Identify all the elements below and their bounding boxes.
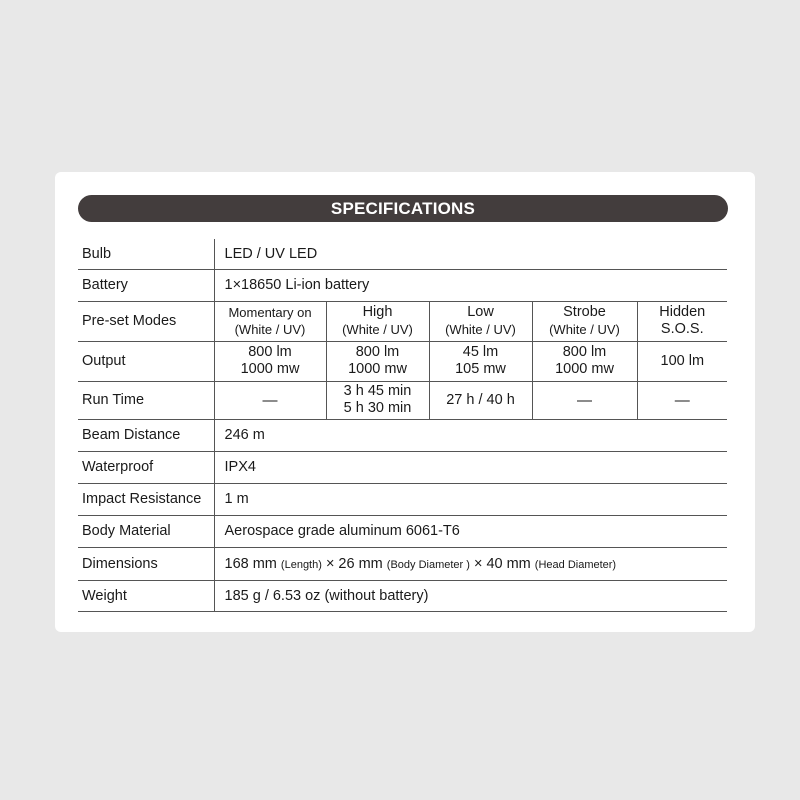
specifications-title: SPECIFICATIONS bbox=[78, 195, 728, 222]
row-value-dimensions bbox=[214, 547, 727, 580]
output-lm: 45 lm bbox=[462, 344, 499, 360]
dim-length-note: (Length) bbox=[280, 558, 322, 571]
row-label: Bulb bbox=[82, 245, 112, 262]
output-mw: 105 mw bbox=[455, 361, 506, 377]
mode-cell bbox=[326, 301, 429, 341]
table-row bbox=[78, 239, 727, 269]
runtime-cell: — bbox=[214, 381, 326, 419]
dim-head-note: (Head Diameter) bbox=[534, 558, 617, 571]
runtime-cell bbox=[326, 381, 429, 419]
row-label: Weight bbox=[78, 580, 214, 611]
output-lm: 100 lm bbox=[660, 352, 705, 369]
table-row bbox=[78, 269, 727, 301]
row-value: LED / UV LED bbox=[214, 239, 727, 269]
table-row bbox=[78, 580, 727, 611]
output-mw: 1000 mw bbox=[240, 361, 300, 377]
mode-sub: (White / UV) bbox=[549, 322, 620, 337]
row-label: Dimensions bbox=[78, 547, 214, 580]
mode-name: Momentary on bbox=[228, 305, 312, 320]
mode-sub: (White / UV) bbox=[234, 322, 306, 337]
row-value: 185 g / 6.53 oz (without battery) bbox=[214, 580, 727, 611]
output-cell bbox=[214, 341, 326, 381]
table-row-output bbox=[78, 341, 727, 381]
mode-sub: (White / UV) bbox=[342, 322, 413, 337]
runtime-cell: 27 h / 40 h bbox=[429, 381, 532, 419]
row-label: Impact Resistance bbox=[78, 483, 214, 515]
dim-body-note: (Body Diameter ) bbox=[386, 558, 470, 571]
table-row bbox=[78, 515, 727, 547]
row-value: 1 m bbox=[214, 483, 727, 515]
dim-length: 168 mm bbox=[224, 555, 277, 572]
runtime-line: 3 h 45 min bbox=[343, 383, 412, 399]
runtime-cell: — bbox=[637, 381, 727, 419]
mode-sub: S.O.S. bbox=[660, 321, 704, 337]
output-cell bbox=[637, 341, 727, 381]
mode-cell bbox=[429, 301, 532, 341]
table-row-runtime bbox=[78, 381, 727, 419]
table-row bbox=[78, 547, 727, 580]
row-label: Pre-set Modes bbox=[78, 301, 214, 341]
row-value: Aerospace grade aluminum 6061-T6 bbox=[214, 515, 727, 547]
table-row bbox=[78, 483, 727, 515]
output-mw: 1000 mw bbox=[555, 361, 614, 377]
mode-cell bbox=[637, 301, 727, 341]
output-cell bbox=[429, 341, 532, 381]
mode-name: Strobe bbox=[563, 304, 606, 320]
row-label: Output bbox=[78, 341, 214, 381]
dim-head: × 40 mm bbox=[473, 555, 531, 572]
table-row bbox=[78, 419, 727, 451]
row-label: Waterproof bbox=[78, 451, 214, 483]
table-row-modes bbox=[78, 301, 727, 341]
row-label: Body Material bbox=[78, 515, 214, 547]
mode-name: Low bbox=[467, 304, 494, 320]
row-label: Run Time bbox=[78, 381, 214, 419]
output-mw: 1000 mw bbox=[348, 361, 407, 377]
output-lm: 800 lm bbox=[355, 344, 400, 360]
mode-name: Hidden bbox=[659, 304, 706, 320]
table-row bbox=[78, 451, 727, 483]
dim-body: × 26 mm bbox=[325, 555, 383, 572]
output-lm: 800 lm bbox=[248, 344, 292, 360]
row-value: IPX4 bbox=[214, 451, 727, 483]
row-label: Battery bbox=[78, 269, 214, 301]
mode-cell bbox=[214, 301, 326, 341]
runtime-cell: — bbox=[532, 381, 637, 419]
output-lm: 800 lm bbox=[562, 344, 607, 360]
output-cell bbox=[532, 341, 637, 381]
mode-cell bbox=[532, 301, 637, 341]
row-label: Beam Distance bbox=[78, 419, 214, 451]
mode-name: High bbox=[362, 304, 393, 320]
row-value: 246 m bbox=[214, 419, 727, 451]
row-value: 1×18650 Li-ion battery bbox=[214, 269, 727, 301]
mode-sub: (White / UV) bbox=[445, 322, 516, 337]
runtime-line: 5 h 30 min bbox=[343, 400, 412, 416]
specifications-table bbox=[78, 239, 727, 612]
output-cell bbox=[326, 341, 429, 381]
